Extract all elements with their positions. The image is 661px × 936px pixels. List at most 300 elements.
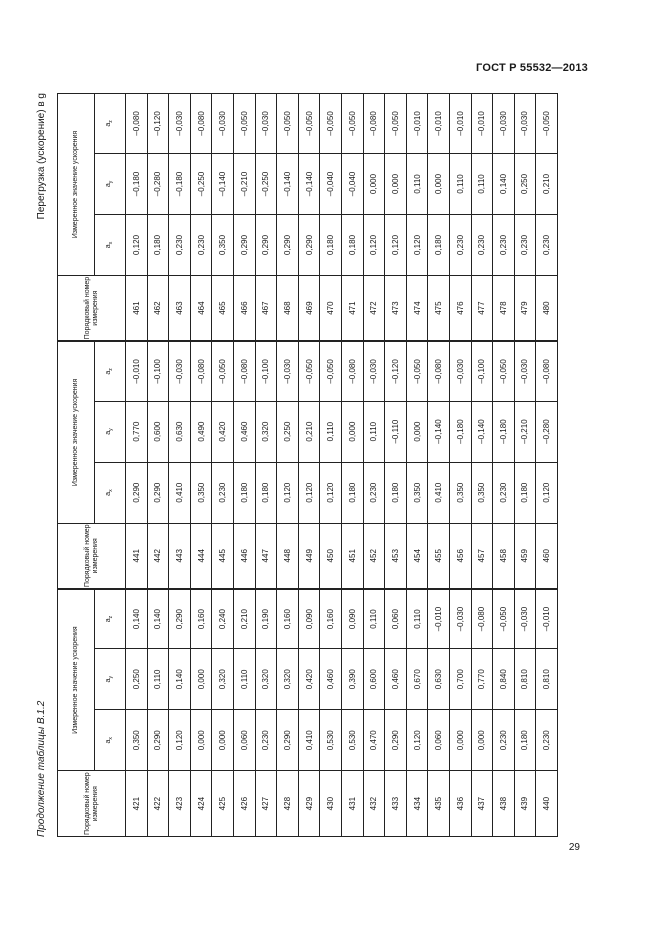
measurement-number-cell: 452 <box>363 523 385 589</box>
acceleration-value-cell: 0,160 <box>320 589 342 649</box>
acceleration-value-cell: –0,050 <box>493 341 515 401</box>
acceleration-value-cell: 0,210 <box>536 153 558 214</box>
acceleration-value-cell: –0,080 <box>363 94 385 154</box>
measurement-number-cell: 474 <box>406 276 428 342</box>
acceleration-value-cell: –0,050 <box>493 589 515 649</box>
axis-subscript: z <box>108 368 114 371</box>
table-row <box>212 94 234 837</box>
table-row <box>406 94 428 837</box>
acceleration-value-cell: 0,180 <box>385 462 407 523</box>
acceleration-value-cell: 0,230 <box>536 214 558 275</box>
acceleration-value-cell: –0,140 <box>428 401 450 462</box>
acceleration-value-cell: –0,030 <box>169 94 191 154</box>
table-row <box>147 94 169 837</box>
acceleration-value-cell: –0,210 <box>514 401 536 462</box>
header-number-1: Порядковый номер измерения <box>58 771 126 837</box>
acceleration-value-cell: 0,180 <box>320 214 342 275</box>
table-row <box>493 94 515 837</box>
acceleration-value-cell: 0,230 <box>536 710 558 771</box>
table-row <box>449 94 471 837</box>
acceleration-value-cell: 0,490 <box>190 401 212 462</box>
measurement-number-cell: 457 <box>471 523 493 589</box>
acceleration-value-cell: 0,180 <box>255 462 277 523</box>
table-continuation-caption: Продолжение таблицы В.1.2 <box>36 700 47 837</box>
acceleration-table <box>57 93 558 837</box>
header-group-3: Измеренное значение ускорения <box>58 94 95 276</box>
acceleration-value-cell: 0,810 <box>536 649 558 710</box>
table-row <box>169 94 191 837</box>
acceleration-value-cell: 0,120 <box>406 710 428 771</box>
acceleration-value-cell: –0,140 <box>277 153 299 214</box>
header-axis-y-2 <box>95 401 126 462</box>
acceleration-value-cell: 0,000 <box>341 401 363 462</box>
acceleration-value-cell: 0,110 <box>406 153 428 214</box>
acceleration-value-cell: 0,120 <box>320 462 342 523</box>
acceleration-value-cell: –0,180 <box>169 153 191 214</box>
acceleration-value-cell: 0,120 <box>298 462 320 523</box>
table-row <box>428 94 450 837</box>
acceleration-value-cell: 0,230 <box>493 462 515 523</box>
axis-label: a <box>105 678 112 683</box>
acceleration-value-cell: –0,100 <box>471 341 493 401</box>
acceleration-value-cell: 0,230 <box>449 214 471 275</box>
acceleration-value-cell: 0,460 <box>320 649 342 710</box>
measurement-number-cell: 476 <box>449 276 471 342</box>
measurement-number-cell: 445 <box>212 523 234 589</box>
acceleration-value-cell: –0,050 <box>212 341 234 401</box>
measurement-number-cell: 458 <box>493 523 515 589</box>
acceleration-value-cell: 0,390 <box>341 649 363 710</box>
acceleration-value-cell: 0,060 <box>233 710 255 771</box>
measurement-number-cell: 462 <box>147 276 169 342</box>
acceleration-value-cell: 0,120 <box>406 214 428 275</box>
measurement-number-cell: 449 <box>298 523 320 589</box>
measurement-number-cell: 448 <box>277 523 299 589</box>
axis-subscript: x <box>108 241 114 245</box>
acceleration-value-cell: 0,320 <box>277 649 299 710</box>
table-row <box>385 94 407 837</box>
acceleration-value-cell: 0,140 <box>493 153 515 214</box>
acceleration-value-cell: 0,060 <box>428 710 450 771</box>
table-row <box>363 94 385 837</box>
table-row <box>320 94 342 837</box>
acceleration-value-cell: 0,290 <box>147 710 169 771</box>
acceleration-value-cell: 0,190 <box>255 589 277 649</box>
measurement-number-cell: 472 <box>363 276 385 342</box>
axis-label: a <box>105 244 112 249</box>
acceleration-value-cell: 0,420 <box>298 649 320 710</box>
acceleration-value-cell: –0,030 <box>449 589 471 649</box>
acceleration-value-cell: 0,250 <box>126 649 148 710</box>
measurement-number-cell: 464 <box>190 276 212 342</box>
measurement-number-cell: 456 <box>449 523 471 589</box>
measurement-number-cell: 480 <box>536 276 558 342</box>
rotated-content <box>36 93 558 837</box>
acceleration-value-cell: 0,240 <box>212 589 234 649</box>
acceleration-value-cell: 0,770 <box>126 401 148 462</box>
acceleration-value-cell: –0,100 <box>255 341 277 401</box>
acceleration-value-cell: 0,140 <box>169 649 191 710</box>
measurement-number-cell: 434 <box>406 771 428 837</box>
header-axis-z-1 <box>95 589 126 649</box>
acceleration-value-cell: –0,050 <box>341 94 363 154</box>
header-group-2: Измеренное значение ускорения <box>58 341 95 523</box>
table-row <box>471 94 493 837</box>
acceleration-value-cell: 0,000 <box>449 710 471 771</box>
measurement-number-cell: 454 <box>406 523 428 589</box>
acceleration-value-cell: 0,180 <box>514 462 536 523</box>
acceleration-value-cell: 0,120 <box>385 214 407 275</box>
acceleration-value-cell: –0,030 <box>255 94 277 154</box>
axis-label: a <box>105 618 112 623</box>
acceleration-value-cell: 0,320 <box>255 649 277 710</box>
acceleration-value-cell: 0,000 <box>190 710 212 771</box>
acceleration-value-cell: 0,110 <box>363 589 385 649</box>
acceleration-value-cell: 0,630 <box>428 649 450 710</box>
acceleration-value-cell: 0,770 <box>471 649 493 710</box>
acceleration-value-cell: –0,140 <box>298 153 320 214</box>
acceleration-value-cell: 0,000 <box>190 649 212 710</box>
measurement-number-cell: 444 <box>190 523 212 589</box>
axis-subscript: z <box>108 615 114 619</box>
measurement-number-cell: 479 <box>514 276 536 342</box>
acceleration-value-cell: –0,030 <box>277 341 299 401</box>
acceleration-value-cell: 0,230 <box>190 214 212 275</box>
axis-label: a <box>105 430 112 435</box>
acceleration-value-cell: –0,050 <box>298 341 320 401</box>
acceleration-value-cell: –0,030 <box>363 341 385 401</box>
acceleration-value-cell: –0,080 <box>233 341 255 401</box>
axis-label: a <box>105 370 112 375</box>
acceleration-value-cell: –0,140 <box>471 401 493 462</box>
table-row <box>298 94 320 837</box>
header-number-2: Порядковый номер измерения <box>58 523 126 589</box>
acceleration-value-cell: –0,030 <box>514 341 536 401</box>
header-axis-y-3 <box>95 153 126 214</box>
acceleration-value-cell: –0,040 <box>341 153 363 214</box>
acceleration-value-cell: –0,080 <box>341 341 363 401</box>
measurement-number-cell: 450 <box>320 523 342 589</box>
acceleration-value-cell: –0,280 <box>147 153 169 214</box>
acceleration-value-cell: –0,210 <box>233 153 255 214</box>
acceleration-value-cell: –0,080 <box>190 94 212 154</box>
acceleration-value-cell: 0,230 <box>212 462 234 523</box>
acceleration-value-cell: 0,230 <box>471 214 493 275</box>
acceleration-value-cell: –0,250 <box>255 153 277 214</box>
acceleration-value-cell: 0,410 <box>428 462 450 523</box>
acceleration-value-cell: 0,230 <box>514 214 536 275</box>
header-axis-z-2 <box>95 341 126 401</box>
acceleration-value-cell: 0,410 <box>169 462 191 523</box>
acceleration-value-cell: 0,350 <box>212 214 234 275</box>
acceleration-value-cell: –0,030 <box>169 341 191 401</box>
header-number-3: Порядковый номер измерения <box>58 276 126 342</box>
acceleration-value-cell: –0,050 <box>320 94 342 154</box>
acceleration-value-cell: 0,120 <box>363 214 385 275</box>
measurement-number-cell: 424 <box>190 771 212 837</box>
acceleration-value-cell: 0,290 <box>147 462 169 523</box>
acceleration-value-cell: 0,840 <box>493 649 515 710</box>
acceleration-value-cell: –0,180 <box>449 401 471 462</box>
header-axis-x-2 <box>95 462 126 523</box>
measurement-number-cell: 429 <box>298 771 320 837</box>
measurement-number-cell: 428 <box>277 771 299 837</box>
acceleration-value-cell: 0,810 <box>514 649 536 710</box>
measurement-number-cell: 440 <box>536 771 558 837</box>
axis-subscript: y <box>108 676 114 679</box>
measurement-number-cell: 466 <box>233 276 255 342</box>
acceleration-value-cell: –0,050 <box>277 94 299 154</box>
table-row <box>190 94 212 837</box>
acceleration-value-cell: 0,110 <box>233 649 255 710</box>
table-row <box>341 94 363 837</box>
acceleration-value-cell: –0,180 <box>126 153 148 214</box>
table-row <box>536 94 558 837</box>
acceleration-value-cell: 0,350 <box>190 462 212 523</box>
acceleration-value-cell: 0,110 <box>363 401 385 462</box>
acceleration-value-cell: –0,110 <box>385 401 407 462</box>
acceleration-value-cell: 0,350 <box>406 462 428 523</box>
acceleration-value-cell: 0,140 <box>147 589 169 649</box>
acceleration-value-cell: 0,290 <box>255 214 277 275</box>
acceleration-value-cell: 0,250 <box>277 401 299 462</box>
acceleration-value-cell: 0,110 <box>406 589 428 649</box>
acceleration-value-cell: –0,050 <box>320 341 342 401</box>
acceleration-value-cell: 0,350 <box>449 462 471 523</box>
acceleration-value-cell: –0,030 <box>514 94 536 154</box>
acceleration-value-cell: 0,110 <box>449 153 471 214</box>
acceleration-value-cell: 0,460 <box>233 401 255 462</box>
measurement-number-cell: 467 <box>255 276 277 342</box>
acceleration-value-cell: –0,080 <box>126 94 148 154</box>
measurement-number-cell: 438 <box>493 771 515 837</box>
acceleration-value-cell: 0,670 <box>406 649 428 710</box>
acceleration-value-cell: 0,290 <box>298 214 320 275</box>
acceleration-value-cell: 0,420 <box>212 401 234 462</box>
acceleration-value-cell: –0,010 <box>449 94 471 154</box>
acceleration-value-cell: 0,350 <box>126 710 148 771</box>
acceleration-value-cell: –0,010 <box>536 589 558 649</box>
acceleration-value-cell: –0,030 <box>449 341 471 401</box>
axis-label: a <box>105 122 112 127</box>
acceleration-value-cell: 0,210 <box>298 401 320 462</box>
acceleration-value-cell: –0,010 <box>471 94 493 154</box>
measurement-number-cell: 432 <box>363 771 385 837</box>
acceleration-value-cell: –0,050 <box>536 94 558 154</box>
acceleration-value-cell: 0,110 <box>147 649 169 710</box>
header-row-2 <box>95 94 126 837</box>
acceleration-value-cell: 0,180 <box>514 710 536 771</box>
acceleration-value-cell: 0,290 <box>385 710 407 771</box>
acceleration-value-cell: 0,230 <box>255 710 277 771</box>
acceleration-value-cell: 0,700 <box>449 649 471 710</box>
page-number: 29 <box>568 842 580 853</box>
acceleration-value-cell: 0,290 <box>169 589 191 649</box>
measurement-number-cell: 425 <box>212 771 234 837</box>
measurement-number-cell: 421 <box>126 771 148 837</box>
measurement-number-cell: 461 <box>126 276 148 342</box>
acceleration-value-cell: 0,210 <box>233 589 255 649</box>
measurement-number-cell: 471 <box>341 276 363 342</box>
table-row <box>277 94 299 837</box>
acceleration-value-cell: 0,410 <box>298 710 320 771</box>
acceleration-value-cell: –0,050 <box>233 94 255 154</box>
acceleration-value-cell: 0,000 <box>212 710 234 771</box>
measurement-number-cell: 437 <box>471 771 493 837</box>
axis-subscript: z <box>108 120 114 123</box>
axis-subscript: y <box>108 180 114 184</box>
acceleration-value-cell: 0,160 <box>277 589 299 649</box>
acceleration-value-cell: 0,290 <box>277 214 299 275</box>
acceleration-value-cell: –0,030 <box>493 94 515 154</box>
measurement-number-cell: 427 <box>255 771 277 837</box>
measurement-number-cell: 463 <box>169 276 191 342</box>
acceleration-value-cell: 0,000 <box>428 153 450 214</box>
header-group-1: Измеренное значение ускорения <box>58 589 95 771</box>
acceleration-value-cell: –0,040 <box>320 153 342 214</box>
acceleration-value-cell: –0,250 <box>190 153 212 214</box>
acceleration-value-cell: –0,280 <box>536 401 558 462</box>
acceleration-value-cell: 0,000 <box>363 153 385 214</box>
acceleration-value-cell: –0,050 <box>406 341 428 401</box>
measurement-number-cell: 477 <box>471 276 493 342</box>
acceleration-value-cell: –0,050 <box>385 94 407 154</box>
measurement-number-cell: 470 <box>320 276 342 342</box>
acceleration-value-cell: –0,010 <box>126 341 148 401</box>
acceleration-value-cell: 0,000 <box>406 401 428 462</box>
header-axis-x-1 <box>95 710 126 771</box>
measurement-number-cell: 423 <box>169 771 191 837</box>
measurement-number-cell: 439 <box>514 771 536 837</box>
acceleration-value-cell: 0,180 <box>341 462 363 523</box>
measurement-number-cell: 435 <box>428 771 450 837</box>
acceleration-value-cell: 0,320 <box>255 401 277 462</box>
acceleration-value-cell: –0,030 <box>514 589 536 649</box>
acceleration-value-cell: 0,000 <box>471 710 493 771</box>
acceleration-value-cell: 0,090 <box>341 589 363 649</box>
acceleration-value-cell: –0,120 <box>385 341 407 401</box>
measurement-number-cell: 473 <box>385 276 407 342</box>
acceleration-value-cell: 0,460 <box>385 649 407 710</box>
standard-number: ГОСТ Р 55532—2013 <box>476 62 588 74</box>
measurement-number-cell: 446 <box>233 523 255 589</box>
acceleration-value-cell: 0,120 <box>536 462 558 523</box>
acceleration-value-cell: –0,100 <box>147 341 169 401</box>
measurement-number-cell: 441 <box>126 523 148 589</box>
measurement-number-cell: 478 <box>493 276 515 342</box>
header-row-1 <box>58 94 95 837</box>
acceleration-value-cell: 0,120 <box>126 214 148 275</box>
acceleration-value-cell: 0,230 <box>363 462 385 523</box>
acceleration-value-cell: 0,160 <box>190 589 212 649</box>
units-caption: Перегрузка (ускорение) в g <box>36 93 47 220</box>
acceleration-value-cell: 0,630 <box>169 401 191 462</box>
acceleration-value-cell: 0,320 <box>212 649 234 710</box>
acceleration-value-cell: 0,250 <box>514 153 536 214</box>
measurement-number-cell: 447 <box>255 523 277 589</box>
acceleration-value-cell: –0,080 <box>190 341 212 401</box>
measurement-number-cell: 436 <box>449 771 471 837</box>
acceleration-value-cell: –0,010 <box>428 94 450 154</box>
measurement-number-cell: 430 <box>320 771 342 837</box>
acceleration-value-cell: 0,110 <box>320 401 342 462</box>
acceleration-value-cell: 0,110 <box>471 153 493 214</box>
measurement-number-cell: 422 <box>147 771 169 837</box>
acceleration-value-cell: 0,230 <box>169 214 191 275</box>
acceleration-value-cell: 0,140 <box>126 589 148 649</box>
axis-label: a <box>105 183 112 188</box>
acceleration-value-cell: 0,600 <box>363 649 385 710</box>
acceleration-value-cell: 0,230 <box>493 214 515 275</box>
measurement-number-cell: 468 <box>277 276 299 342</box>
measurement-number-cell: 465 <box>212 276 234 342</box>
acceleration-value-cell: 0,290 <box>233 214 255 275</box>
header-axis-x-3 <box>95 214 126 275</box>
acceleration-value-cell: 0,290 <box>277 710 299 771</box>
measurement-number-cell: 443 <box>169 523 191 589</box>
acceleration-value-cell: 0,180 <box>428 214 450 275</box>
table-row <box>126 94 148 837</box>
measurement-number-cell: 433 <box>385 771 407 837</box>
measurement-number-cell: 431 <box>341 771 363 837</box>
measurement-number-cell: 426 <box>233 771 255 837</box>
header-axis-z-3 <box>95 94 126 154</box>
measurement-number-cell: 460 <box>536 523 558 589</box>
acceleration-value-cell: 0,470 <box>363 710 385 771</box>
table-row <box>233 94 255 837</box>
measurement-number-cell: 453 <box>385 523 407 589</box>
acceleration-value-cell: 0,180 <box>233 462 255 523</box>
header-axis-y-1 <box>95 649 126 710</box>
acceleration-value-cell: 0,090 <box>298 589 320 649</box>
table-row <box>514 94 536 837</box>
acceleration-value-cell: –0,080 <box>536 341 558 401</box>
measurement-number-cell: 469 <box>298 276 320 342</box>
acceleration-value-cell: 0,530 <box>341 710 363 771</box>
axis-label: a <box>105 491 112 496</box>
acceleration-value-cell: 0,180 <box>341 214 363 275</box>
acceleration-value-cell: 0,600 <box>147 401 169 462</box>
acceleration-value-cell: –0,050 <box>298 94 320 154</box>
acceleration-value-cell: –0,010 <box>406 94 428 154</box>
measurement-number-cell: 455 <box>428 523 450 589</box>
axis-subscript: y <box>108 428 114 431</box>
acceleration-value-cell: –0,080 <box>428 341 450 401</box>
axis-subscript: x <box>108 489 114 492</box>
acceleration-value-cell: 0,290 <box>126 462 148 523</box>
measurement-number-cell: 442 <box>147 523 169 589</box>
acceleration-value-cell: –0,030 <box>212 94 234 154</box>
axis-label: a <box>105 739 112 744</box>
acceleration-value-cell: –0,080 <box>471 589 493 649</box>
acceleration-value-cell: 0,230 <box>493 710 515 771</box>
axis-subscript: x <box>108 737 114 740</box>
acceleration-value-cell: –0,120 <box>147 94 169 154</box>
acceleration-value-cell: –0,010 <box>428 589 450 649</box>
acceleration-value-cell: 0,180 <box>147 214 169 275</box>
acceleration-value-cell: 0,000 <box>385 153 407 214</box>
acceleration-value-cell: 0,120 <box>169 710 191 771</box>
acceleration-value-cell: 0,120 <box>277 462 299 523</box>
acceleration-value-cell: 0,530 <box>320 710 342 771</box>
acceleration-value-cell: 0,350 <box>471 462 493 523</box>
measurement-number-cell: 475 <box>428 276 450 342</box>
acceleration-value-cell: –0,180 <box>493 401 515 462</box>
measurement-number-cell: 459 <box>514 523 536 589</box>
measurement-number-cell: 451 <box>341 523 363 589</box>
acceleration-value-cell: 0,060 <box>385 589 407 649</box>
acceleration-value-cell: –0,140 <box>212 153 234 214</box>
